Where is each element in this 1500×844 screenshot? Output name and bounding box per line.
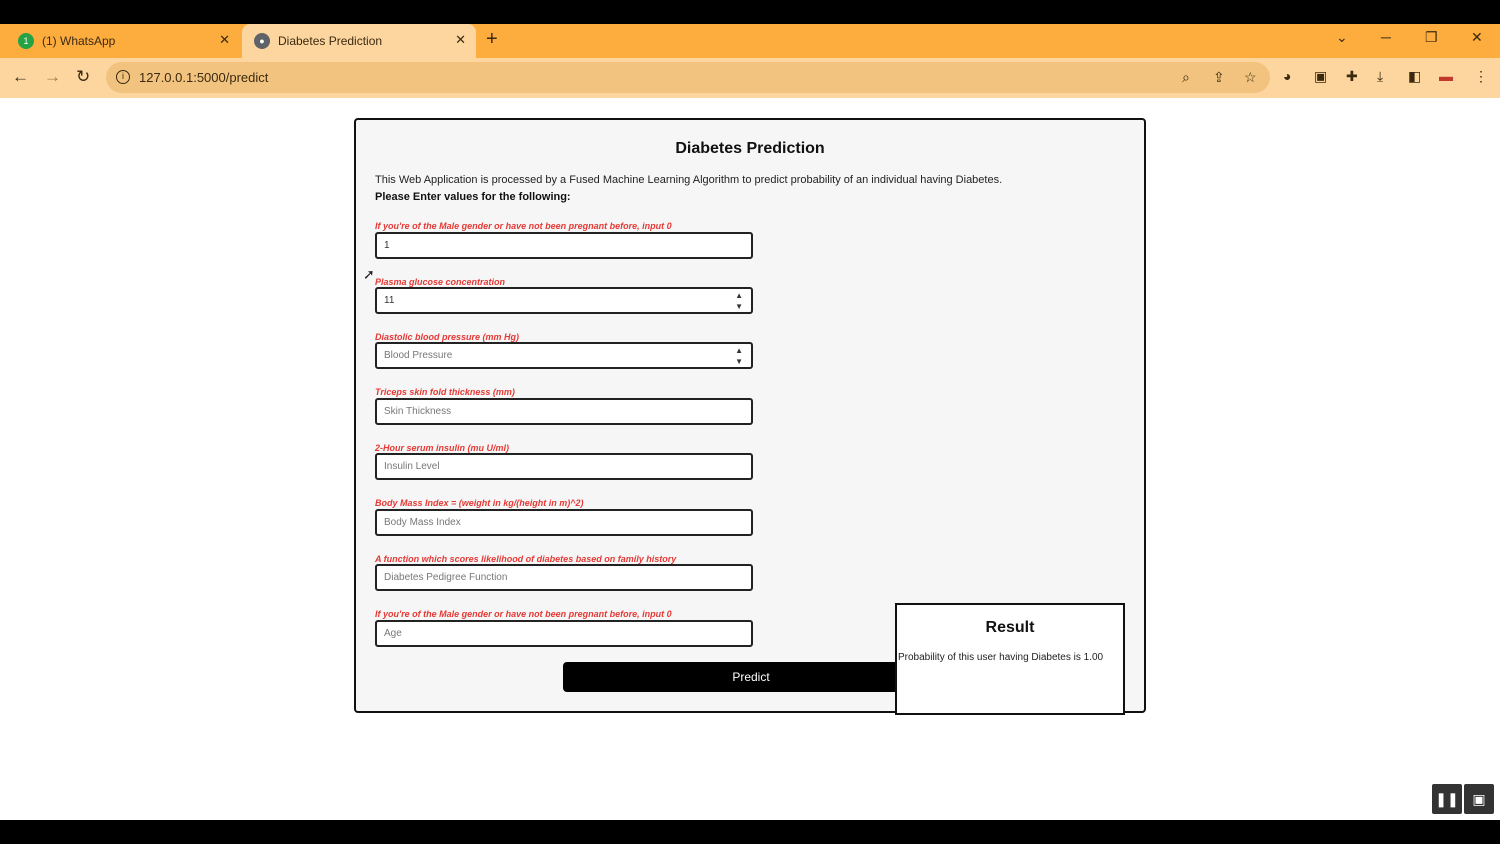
screen-top-bar — [0, 0, 1500, 24]
blood-pressure-label: Diastolic blood pressure (mm Hg) — [375, 332, 520, 342]
spinner-icon[interactable]: ▲ ▼ — [735, 291, 743, 311]
whatsapp-icon: 1 — [18, 33, 34, 49]
result-text: Probability of this user having Diabetes is 1.00 — [898, 652, 1104, 663]
download-icon[interactable]: ⤓ — [1377, 68, 1384, 84]
new-tab-icon[interactable]: + — [486, 28, 498, 50]
tab-whatsapp[interactable] — [0, 24, 240, 58]
menu-kebab-icon[interactable]: ⋮ — [1474, 68, 1488, 84]
extension-badge-icon[interactable]: ▬ — [1439, 68, 1453, 84]
tab-search-icon[interactable]: ⌄ — [1336, 29, 1348, 45]
reload-icon[interactable]: ↻ — [76, 67, 91, 86]
bmi-label: Body Mass Index = (weight in kg/(height in m)^2) — [375, 498, 584, 508]
tab-diabetes-prediction[interactable] — [242, 24, 476, 58]
mouse-cursor-icon: ➚ — [363, 266, 375, 282]
zoom-icon[interactable]: ⌕ — [1182, 69, 1190, 85]
result-title: Result — [985, 619, 1035, 636]
address-bar[interactable] — [106, 62, 1270, 93]
age-label: If you're of the Male gender or have not been pregnant before, input 0 — [375, 609, 672, 619]
blood-pressure-placeholder: Blood Pressure — [384, 350, 453, 361]
insulin-label: 2-Hour serum insulin (mu U/ml) — [375, 443, 510, 453]
close-window-icon[interactable]: ✕ — [1471, 29, 1483, 45]
pause-icon[interactable]: ❚❚ — [1432, 784, 1462, 814]
spinner-icon[interactable]: ▲ ▼ — [735, 346, 743, 366]
tab-label: (1) WhatsApp — [42, 34, 116, 48]
globe-icon: ● — [254, 33, 270, 49]
glucose-label: Plasma glucose concentration — [375, 277, 506, 287]
minimize-icon[interactable]: ─ — [1381, 29, 1391, 45]
extension-panda-icon[interactable]: ◕ — [1283, 68, 1292, 84]
page-content — [0, 98, 1500, 820]
age-input[interactable]: Age — [375, 620, 753, 647]
close-icon[interactable]: ✕ — [219, 32, 230, 47]
forward-icon[interactable]: → — [44, 67, 61, 86]
share-icon[interactable]: ⇪ — [1213, 69, 1225, 85]
form-instruction: Please Enter values for the following: — [375, 191, 571, 203]
pedigree-input[interactable]: Diabetes Pedigree Function — [375, 564, 753, 591]
result-box — [895, 603, 1125, 715]
url-text: 127.0.0.1:5000/predict — [139, 70, 269, 85]
extension-image-icon[interactable]: ▣ — [1314, 68, 1328, 84]
restore-icon[interactable]: ❐ — [1425, 29, 1438, 45]
skin-thickness-label: Triceps skin fold thickness (mm) — [375, 387, 515, 397]
insulin-input[interactable]: Insulin Level — [375, 453, 753, 480]
pregnancies-input[interactable]: 1 — [375, 232, 753, 259]
skin-thickness-input[interactable]: Skin Thickness — [375, 398, 753, 425]
back-icon[interactable]: ← — [12, 67, 29, 86]
page-title: Diabetes Prediction — [675, 140, 825, 157]
bmi-input[interactable]: Body Mass Index — [375, 509, 753, 536]
pregnancies-label: If you're of the Male gender or have not been pregnant before, input 0 — [375, 221, 672, 231]
browser-toolbar — [0, 58, 1500, 98]
extensions-puzzle-icon[interactable]: ✚ — [1346, 68, 1358, 84]
predict-button[interactable]: Predict — [563, 662, 939, 692]
side-panel-icon[interactable]: ◧ — [1408, 68, 1422, 84]
tab-strip — [0, 24, 1500, 58]
picture-in-picture-icon[interactable]: ▣ — [1464, 784, 1494, 814]
pedigree-label: A function which scores likelihood of diabetes based on family history — [375, 554, 677, 564]
site-info-icon[interactable]: i — [116, 70, 130, 84]
tab-label: Diabetes Prediction — [278, 34, 383, 48]
blood-pressure-input[interactable] — [375, 342, 753, 369]
app-description: This Web Application is processed by a Fused Machine Learning Algorithm to predict probability of an individual having Diabetes. — [375, 174, 1003, 186]
close-icon[interactable]: ✕ — [455, 32, 466, 47]
bookmark-star-icon[interactable]: ☆ — [1244, 69, 1257, 85]
glucose-input[interactable] — [375, 287, 753, 314]
glucose-value: 11 — [384, 295, 395, 306]
screen-bottom-bar — [0, 820, 1500, 844]
